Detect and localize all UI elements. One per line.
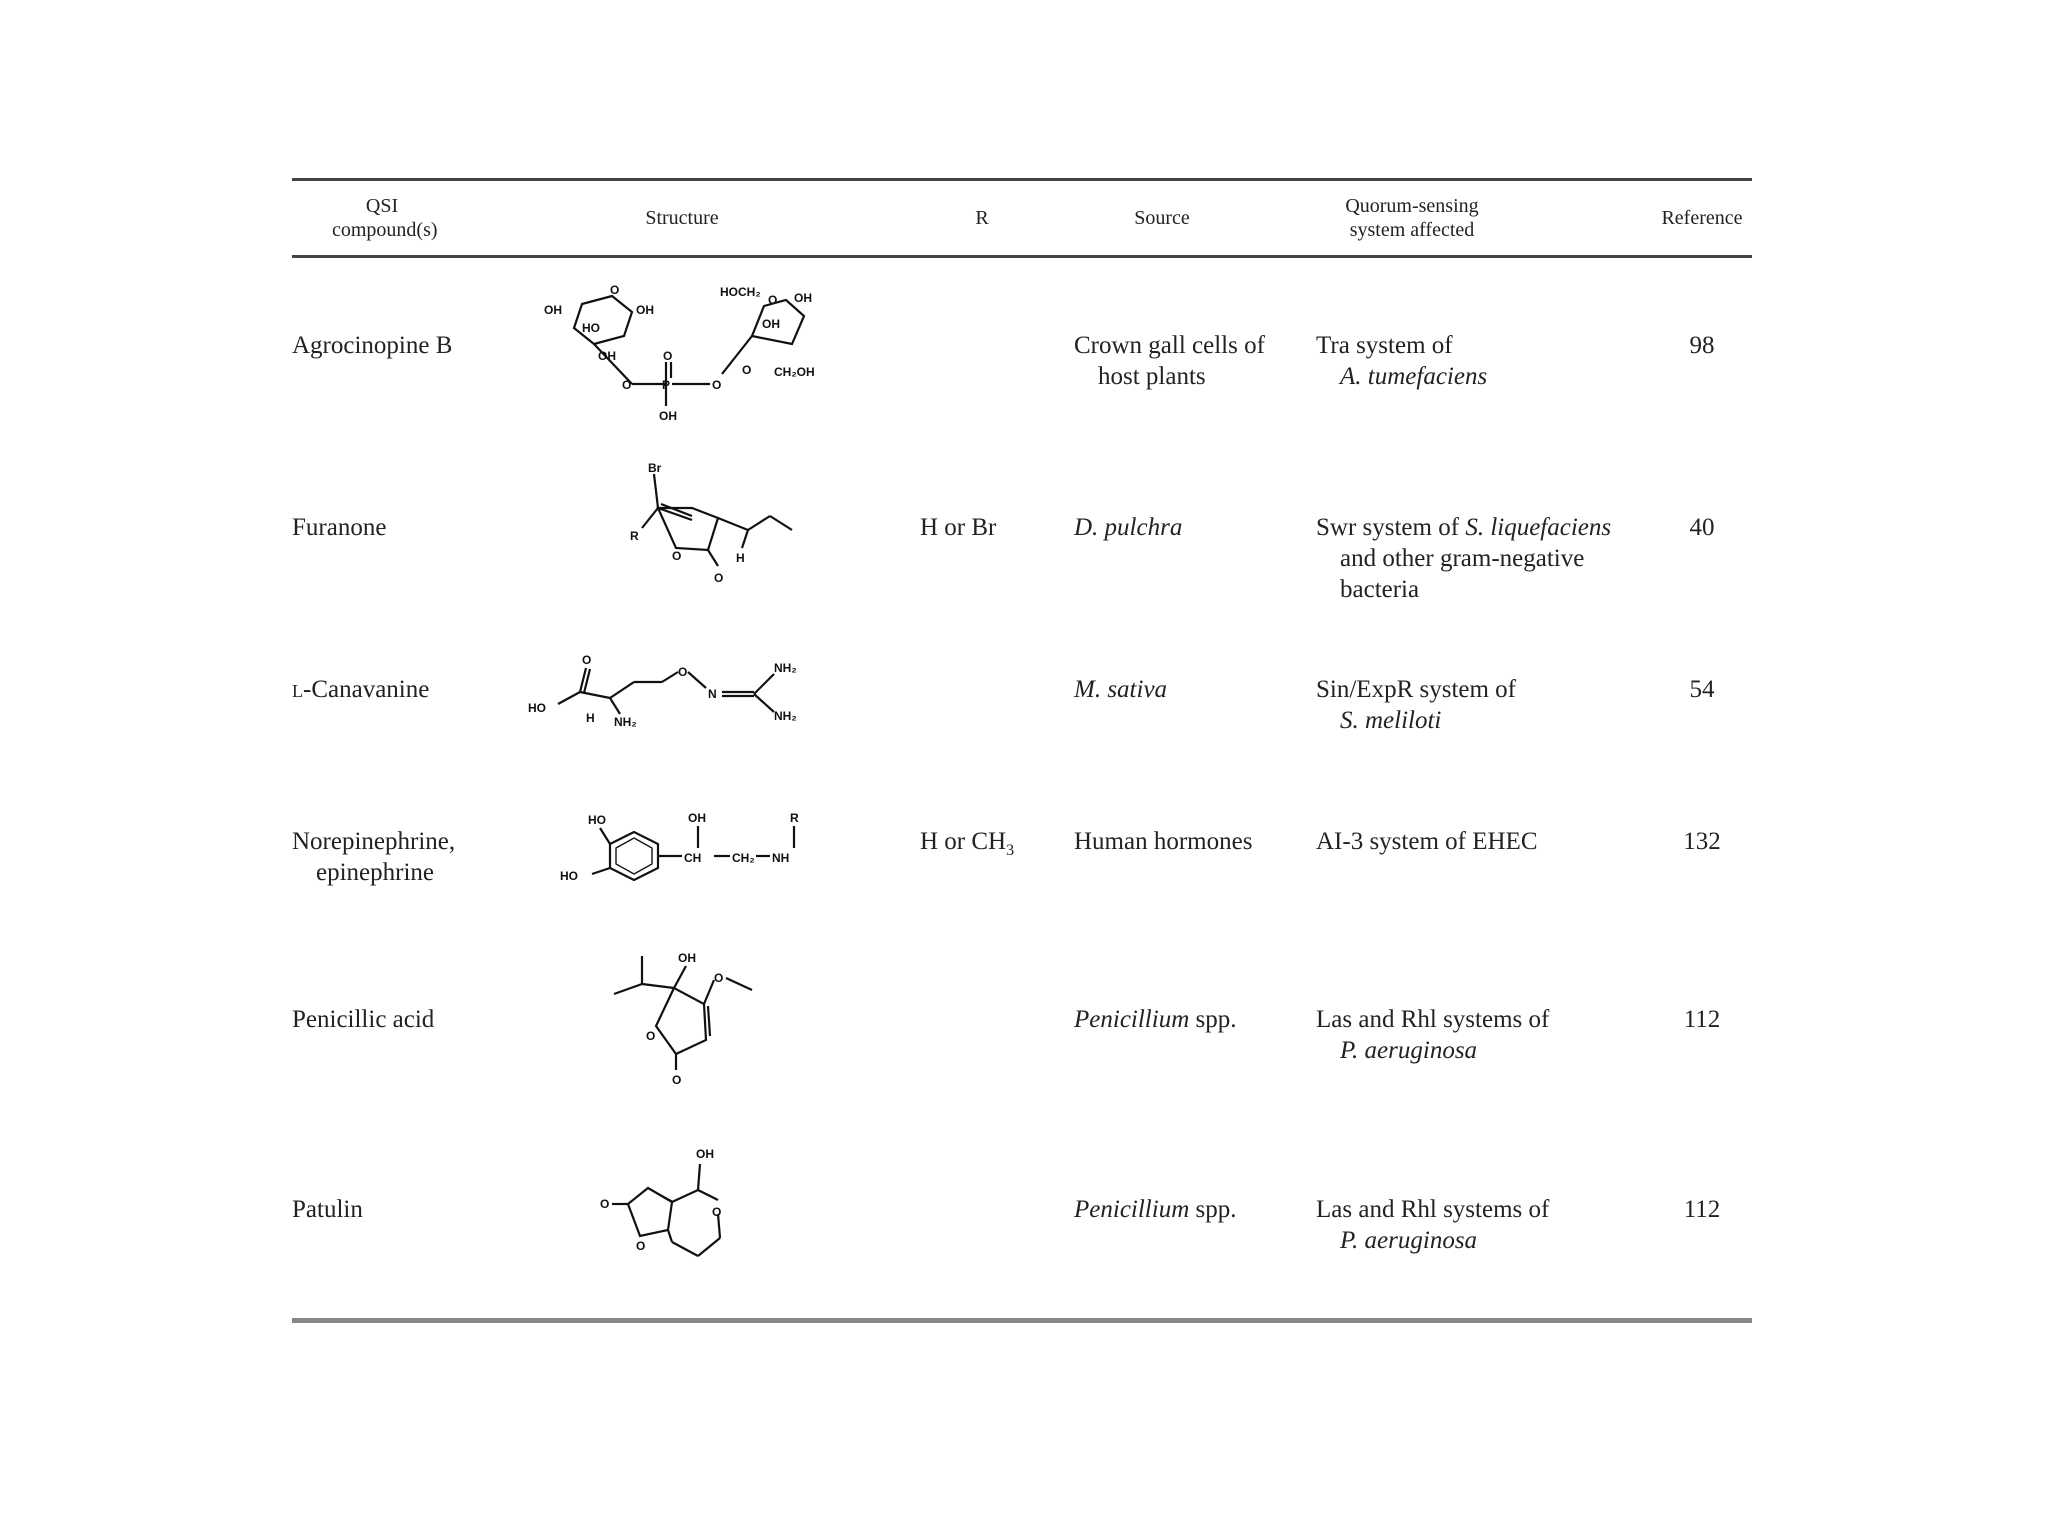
patulin-structure (588, 1138, 788, 1298)
label-oh: OH (696, 1147, 714, 1161)
label-ch2: CH₂ (732, 851, 755, 865)
row-norepinephrine-source: Human hormones (1074, 828, 1253, 855)
label-o: O (636, 1239, 646, 1253)
row-canavanine-system (1316, 674, 1516, 736)
header-system (1322, 194, 1502, 242)
label-o: O (742, 363, 752, 377)
system-organism: A. tumefaciens (1340, 363, 1488, 390)
compound-line: epinephrine (316, 859, 435, 886)
table-bottom-rule (292, 1318, 1752, 1323)
source-suffix: spp. (1189, 1006, 1237, 1033)
system-line: Tra system of (1316, 332, 1453, 359)
label-ho: HO (588, 813, 606, 827)
label-oh: OH (762, 317, 780, 331)
row-norepinephrine-reference: 132 (1683, 828, 1721, 855)
label-o: O (663, 349, 673, 363)
source-line: Crown gall cells of (1074, 332, 1265, 359)
header-system-line1: Quorum-sensing (1345, 195, 1479, 217)
row-norepinephrine-compound (292, 826, 455, 888)
row-penicillic-compound: Penicillic acid (292, 1006, 435, 1033)
row-furanone-system (1316, 512, 1611, 605)
row-furanone-source: D. pulchra (1074, 514, 1183, 541)
label-o: O (714, 571, 724, 585)
source-line: host plants (1098, 363, 1206, 390)
furanone-structure (592, 458, 812, 588)
label-o: O (768, 293, 778, 307)
row-penicillic-source (1074, 1004, 1236, 1035)
r-text: H or CH (920, 828, 1007, 855)
label-ho: HO (582, 321, 600, 335)
header-compound-line1: QSI (365, 195, 399, 217)
label-oh: OH (659, 409, 677, 423)
compound-name: -Canavanine (303, 676, 430, 703)
label-o: O (672, 1073, 682, 1087)
header-compound-line2: compound(s) (332, 219, 438, 241)
label-ch: CH (684, 851, 702, 865)
system-organism: S. meliloti (1340, 707, 1442, 734)
row-patulin-system (1316, 1194, 1549, 1256)
label-p: P (662, 378, 671, 392)
system-line: Las and Rhl systems of (1316, 1196, 1550, 1223)
system-organism: S. liquefaciens (1465, 514, 1612, 541)
table-top-rule (292, 178, 1752, 181)
row-norepinephrine-r (920, 826, 1014, 866)
label-o: O (678, 665, 688, 679)
row-patulin-source (1074, 1194, 1236, 1225)
label-oh: OH (636, 303, 654, 317)
source-genus: Penicillium (1074, 1006, 1190, 1033)
row-canavanine-compound (292, 674, 429, 707)
label-oh: OH (688, 811, 706, 825)
system-organism: P. aeruginosa (1340, 1227, 1478, 1254)
row-agrocinopine-system (1316, 330, 1487, 392)
row-furanone-r: H or Br (920, 514, 997, 541)
header-system-line2: system affected (1349, 219, 1475, 241)
label-o: O (672, 549, 682, 563)
row-patulin-compound: Patulin (292, 1196, 363, 1223)
system-line: bacteria (1340, 576, 1420, 603)
compound-prefix: L (292, 681, 303, 701)
source-suffix: spp. (1189, 1196, 1237, 1223)
source-genus: Penicillium (1074, 1196, 1190, 1223)
r-subscript: 3 (1006, 842, 1015, 859)
label-hoch2: HOCH₂ (720, 285, 761, 299)
row-canavanine-reference: 54 (1689, 676, 1715, 703)
label-ho: HO (560, 869, 578, 883)
row-canavanine-source: M. sativa (1074, 676, 1168, 703)
label-oh: OH (794, 291, 812, 305)
label-nh2: NH₂ (614, 715, 637, 729)
row-penicillic-system (1316, 1004, 1549, 1066)
label-r: R (790, 811, 799, 825)
label-h: H (586, 711, 595, 725)
penicillic-acid-structure (602, 944, 802, 1094)
compound-line: Norepinephrine, (292, 828, 456, 855)
label-oh: OH (544, 303, 562, 317)
header-structure: Structure (645, 207, 719, 229)
header-r: R (975, 207, 989, 229)
row-patulin-reference: 112 (1683, 1196, 1721, 1223)
system-line: and other gram-negative (1340, 545, 1585, 572)
row-norepinephrine-system: AI-3 system of EHEC (1316, 828, 1538, 855)
norepinephrine-structure (560, 808, 880, 898)
label-ho: HO (528, 701, 546, 715)
agrocinopine-structure (542, 274, 842, 424)
row-furanone-compound: Furanone (292, 514, 387, 541)
label-oh: OH (598, 349, 616, 363)
header-reference: Reference (1661, 207, 1743, 229)
header-source: Source (1134, 207, 1190, 229)
label-o: O (646, 1029, 656, 1043)
label-o: O (582, 653, 592, 667)
system-line: Sin/ExpR system of (1316, 676, 1517, 703)
header-bottom-rule (292, 255, 1752, 258)
label-o: O (600, 1197, 610, 1211)
label-o: O (712, 1205, 722, 1219)
label-oh: OH (678, 951, 696, 965)
system-line: Las and Rhl systems of (1316, 1006, 1550, 1033)
label-br: Br (648, 461, 662, 475)
label-o: O (714, 971, 724, 985)
canavanine-structure (528, 652, 868, 732)
label-ch2oh: CH₂OH (774, 365, 815, 379)
label-r: R (630, 529, 639, 543)
system-line: Swr system of (1316, 514, 1466, 541)
row-agrocinopine-reference: 98 (1689, 332, 1715, 359)
label-nh2: NH₂ (774, 709, 797, 723)
label-o: O (622, 378, 632, 392)
label-h: H (736, 551, 745, 565)
qsi-compounds-table (292, 178, 1752, 1330)
row-penicillic-reference: 112 (1683, 1006, 1721, 1033)
label-o: O (712, 378, 722, 392)
label-nh: NH (772, 851, 790, 865)
label-o: O (610, 283, 620, 297)
label-nh2: NH₂ (774, 661, 797, 675)
row-furanone-reference: 40 (1689, 514, 1715, 541)
label-n: N (708, 687, 717, 701)
row-agrocinopine-compound: Agrocinopine B (292, 332, 453, 359)
header-compound (332, 194, 438, 242)
system-organism: P. aeruginosa (1340, 1037, 1478, 1064)
row-agrocinopine-source (1074, 330, 1265, 392)
